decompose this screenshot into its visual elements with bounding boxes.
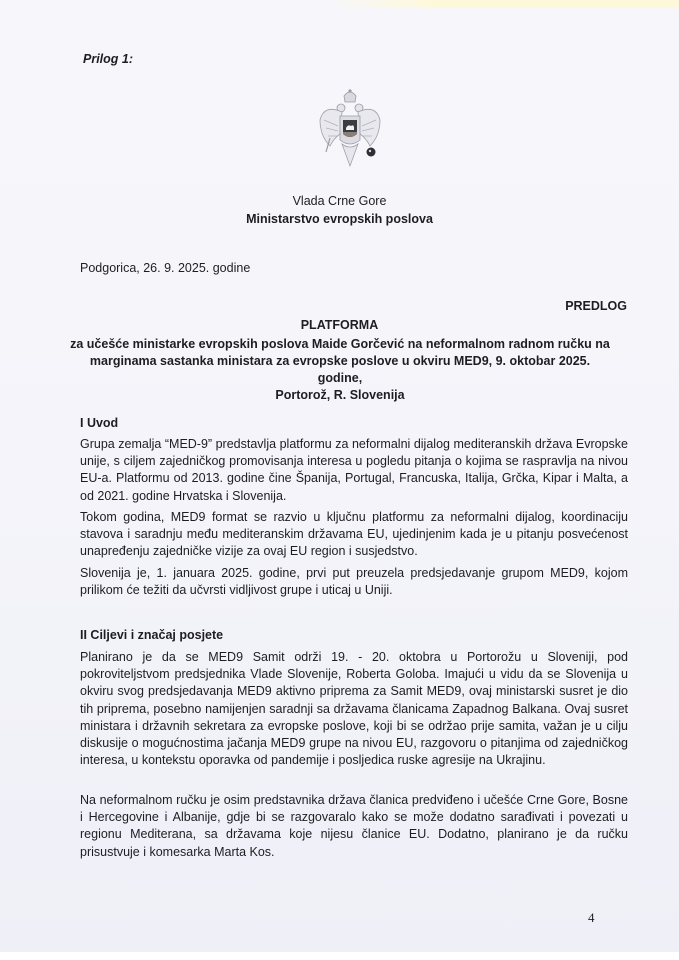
paragraph: Na neformalnom ručku je osim predstavnika država članica predviđeno i učešće Crne Gore, Bosne i Hercegovine i Albanije, gdje bi se razgovaralo kako se može dodatno sarađivati i povezati u regionu Mediterana, sa državama koje nijesu članice EU. Dodatno, planirano je da ručku prisustvuje i komesarka Marta Kos.: [80, 793, 628, 859]
section-heading-ciljevi: II Ciljevi i značaj posjete: [80, 628, 224, 642]
page-number: 4: [588, 910, 595, 925]
subtitle-line: Portorož, R. Slovenija: [275, 388, 405, 402]
scan-artifact: [330, 0, 679, 8]
paragraph: Planirano je da se MED9 Samit održi 19. - 20. oktobra u Portorožu u Sloveniji, pod pokroviteljstvom predsjednika Vlade Slovenije, Roberta Goloba. Imajući u vidu da se Slovenija u okviru svog predsjedavanja MED9 aktivno priprema za Samit MED9, ovaj ministarski susret je dio tih priprema, posebno namijenjen saradnji sa državama članicama Zapadnog Balkana. Ovaj susret ministara i državnih sekretara za evropske poslove, koji bi se održao prije samita, važan je u cilju diskusije o mogućnostima jačanja MED9 grupe na nivou EU, razgovoru o pitanjima od zajedničkog interesa, u kontekstu oporavka od pandemije i posljedica ruske agresije na Ukrajinu.: [80, 650, 628, 768]
paragraph: Grupa zemalja “MED-9” predstavlja platformu za neformalni dijalog mediteranskih država Evropske unije, s ciljem zajedničkog promovisanja interesa u pogledu pitanja o kojima se raspravlja na nivou EU-a. Platformu od 2013. godine čine Španija, Portugal, Francuska, Italija, Grčka, Kipar i Malta, a od 2021. godine Hrvatska i Slovenija.: [80, 437, 628, 503]
subtitle-line: za učešće ministarke evropskih poslova Maide Gorčević na neformalnom radnom ručku na: [70, 337, 610, 351]
document-title: PLATFORMA: [300, 318, 379, 332]
subtitle-line: marginama sastanka ministara za evropske poslove u okviru MED9, 9. oktobar 2025. godine,: [89, 354, 591, 385]
status-label: PREDLOG: [565, 299, 627, 313]
section-heading-uvod: I Uvod: [80, 416, 119, 430]
montenegro-coat-of-arms-icon: [314, 86, 386, 174]
paragraph: Tokom godina, MED9 format se razvio u ključnu platformu za neformalni dijalog, koordinaciju stavova i saradnju među mediteranskim državama EU, ujedinjenim kada je u pitanju posvećenost unapređenju zajedničke vizije za ovaj EU region i susjedstvo.: [80, 510, 628, 559]
place-date: Podgorica, 26. 9. 2025. godine: [80, 261, 251, 275]
paragraph: Slovenija je, 1. januara 2025. godine, prvi put preuzela predsjedavanje grupom MED9, kojom prilikom će težiti da učvrsti vidljivost grupe i uticaj u Uniji.: [80, 566, 628, 598]
document-subtitle: [70, 336, 610, 404]
attachment-label: Prilog 1:: [83, 52, 134, 66]
government-name: Vlada Crne Gore: [292, 194, 387, 208]
ministry-name: Ministarstvo evropskih poslova: [246, 212, 433, 226]
